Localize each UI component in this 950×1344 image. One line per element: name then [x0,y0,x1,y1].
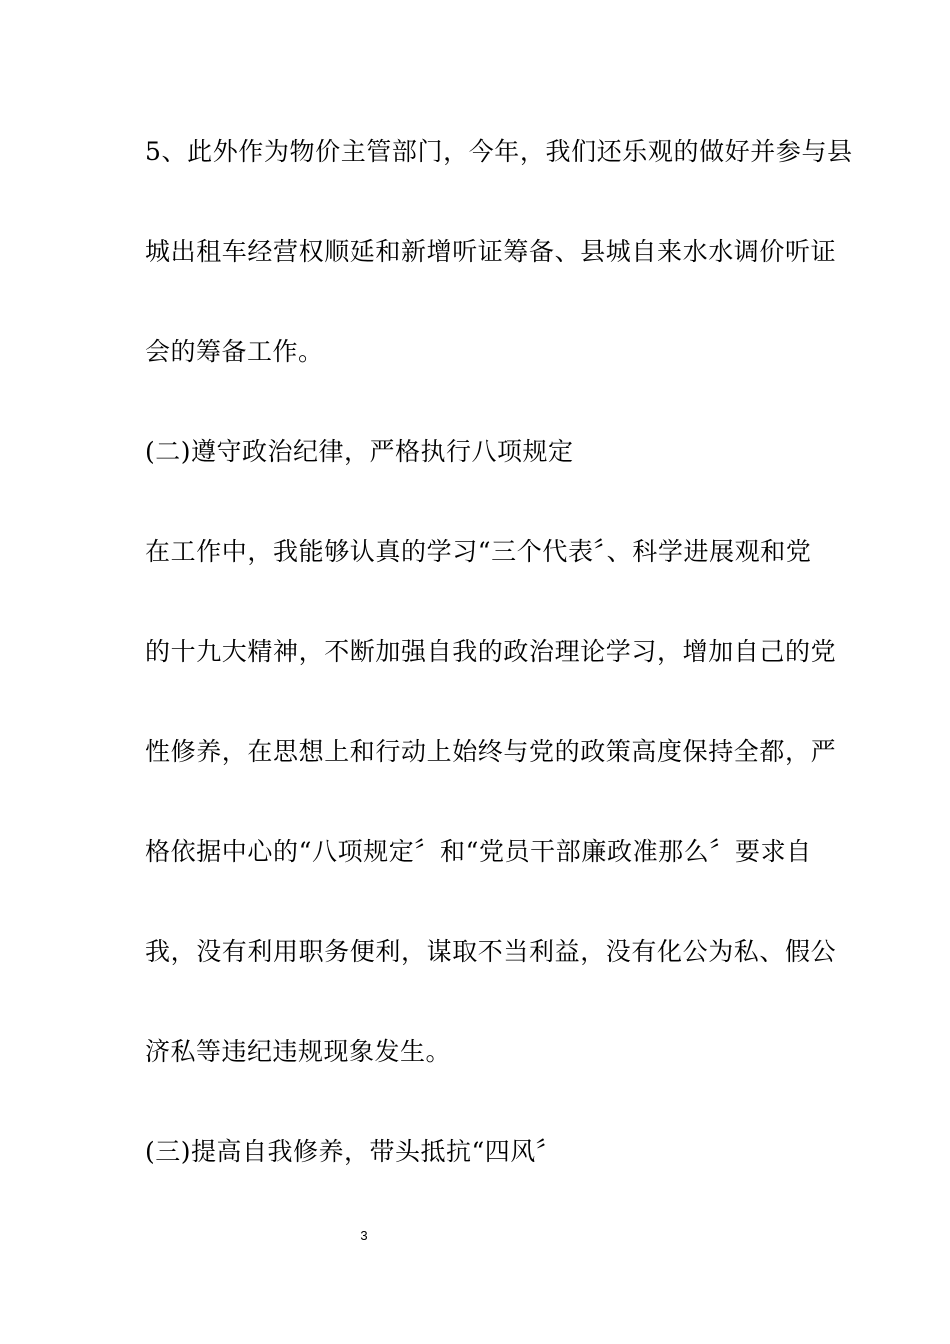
paragraph-line: 我，没有利用职务便利，谋取不当利益，没有化公为私、假公 [145,937,837,966]
paragraph-line: 性修养，在思想上和行动上始终与党的政策高度保持全都，严 [145,737,837,766]
paragraph-line: 会的筹备工作。 [145,337,324,366]
section-heading: (三)提高自我修养，带头抵抗“四风〞 [145,1137,562,1166]
paragraph-line: 格依据中心的“八项规定〞和“党员干部廉政准那么〞要求自 [145,837,812,866]
paragraph-line: 城出租车经营权顺延和新增听证筹备、县城自来水水调价听证 [145,237,837,266]
section-heading: (二)遵守政治纪律，严格执行八项规定 [145,437,574,466]
page-number: 3 [360,1228,368,1243]
paragraph-line: 在工作中，我能够认真的学习“三个代表〞、科学进展观和党 [145,537,812,566]
paragraph-line: 济私等违纪违规现象发生。 [145,1037,452,1066]
paragraph-line: 5、此外作为物价主管部门，今年，我们还乐观的做好并参与县 [145,137,853,166]
paragraph-line: 的十九大精神，不断加强自我的政治理论学习，增加自己的党 [145,637,837,666]
